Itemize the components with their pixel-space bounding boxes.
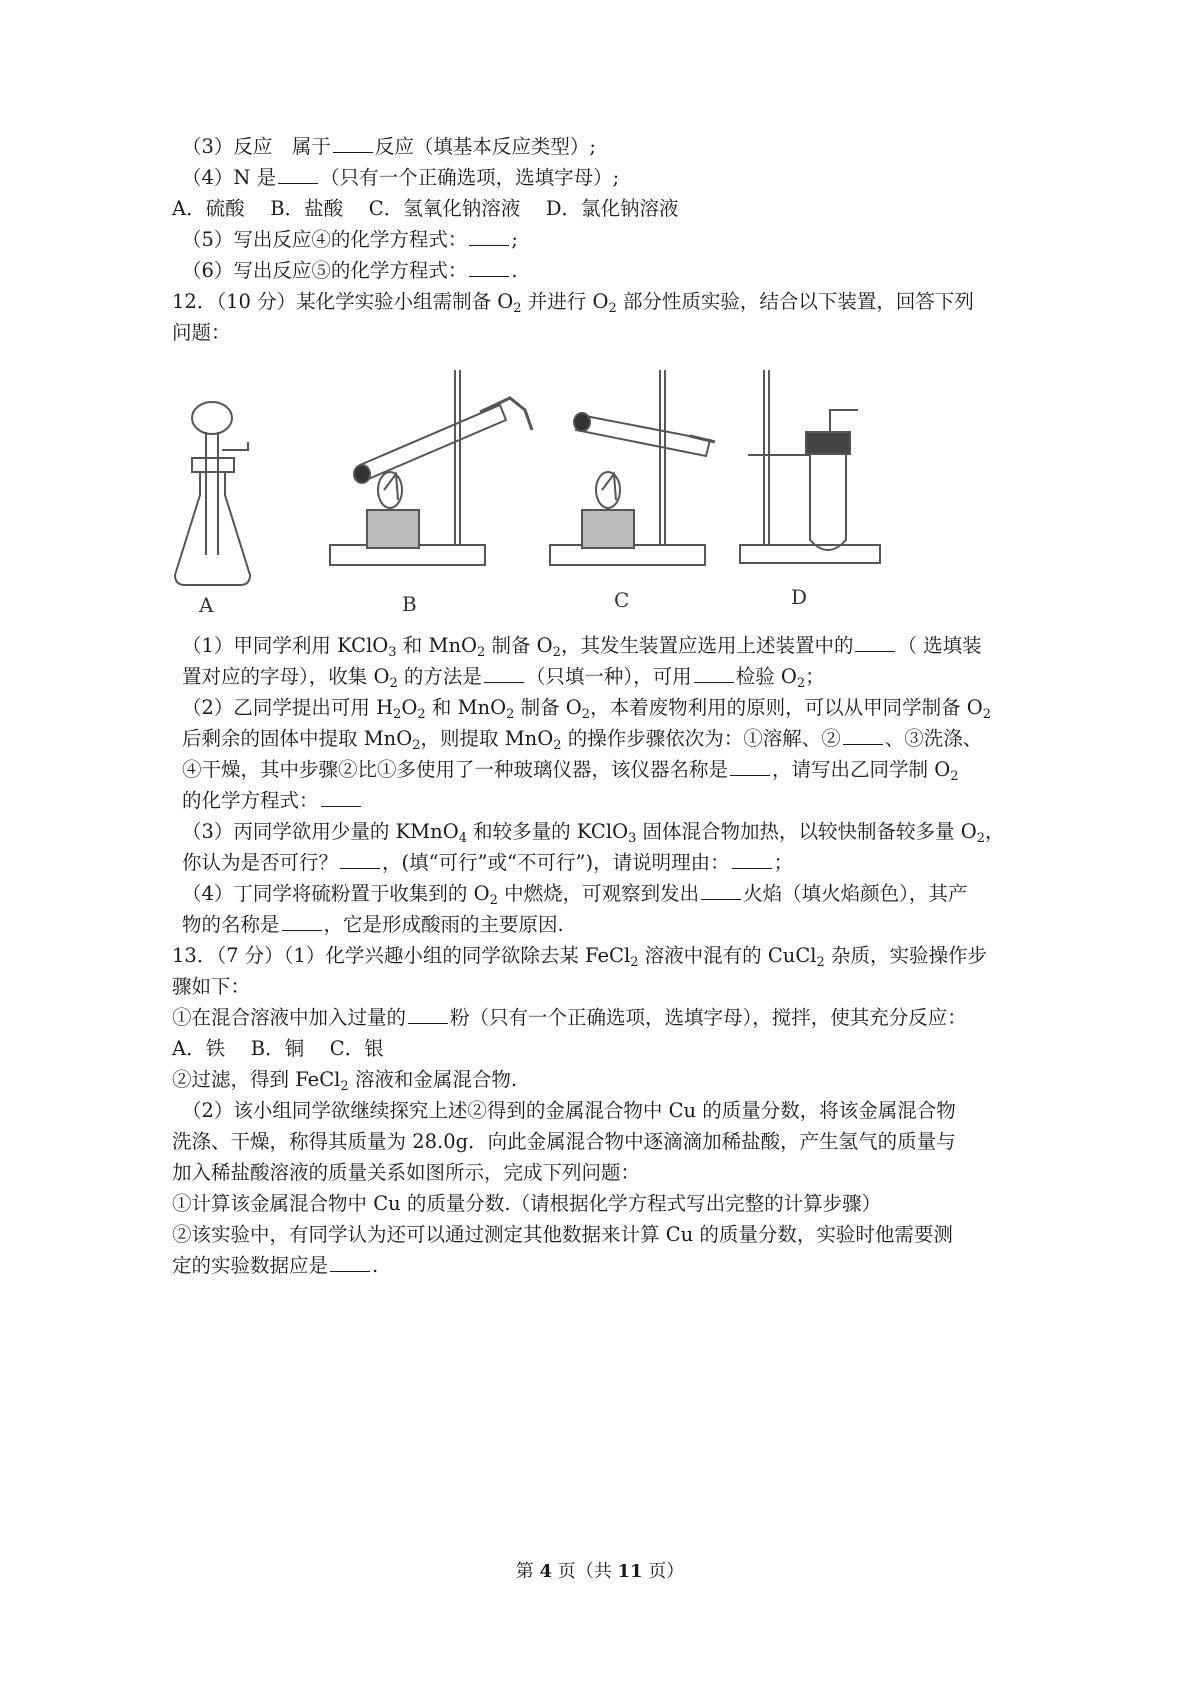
figure-label-b: B [402, 592, 417, 616]
answer-blank[interactable] [282, 912, 322, 931]
figure-label-a: A [199, 593, 214, 617]
answer-blank[interactable] [469, 227, 509, 246]
answer-blank[interactable] [469, 258, 509, 277]
text-line: 骤如下： [172, 975, 251, 998]
text-line: 置对应的字母），收集 $O_2$ 的方法是 （只填一种），可用 检验 $O_2$； [182, 665, 825, 691]
text-line: （3）反应 属于 反应（填基本反应类型）; [182, 135, 596, 158]
answer-blank[interactable] [855, 633, 895, 652]
text-line: 加入稀盐酸溶液的质量关系如图所示，完成下列问题： [172, 1161, 641, 1184]
answer-blank[interactable] [701, 881, 741, 900]
text-line: （2）乙同学提出可用 $H_2O_2$ 和 MnO$_2$ 制备 $O_2$，本着废物利用的原则，可以从甲同学制备 $O_2$ [182, 696, 992, 722]
text-line: （3）丙同学欲用少量的 KMnO$_4$ 和较多量的 KClO$_3$ 固体混合物加热，以较快制备较多量 $O_2$， [182, 820, 1005, 846]
question-12-title: 12．（10 分）某化学实验小组需制备 $O_2$ 并进行 $O_2$ 部分性质实验，结合以下装置，回答下列 [172, 290, 974, 316]
answer-blank[interactable] [333, 134, 373, 153]
text-line: （4）N 是 （只有一个正确选项，选填字母）; [182, 166, 620, 189]
answer-blank[interactable] [278, 165, 318, 184]
text-line: 洗涤、干燥，称得其质量为 28.0g．向此金属混合物中逐滴滴加稀盐酸，产生氢气的质量与 [172, 1130, 956, 1153]
answer-blank[interactable] [843, 726, 883, 745]
text-line: （4）丁同学将硫粉置于收集到的 $O_2$ 中燃烧，可观察到发出 火焰（填火焰颜色），其产 [182, 882, 968, 908]
apparatus-d-collection [740, 370, 880, 563]
apparatus-c-heating [550, 370, 715, 565]
text-line: （2）该小组同学欲继续探究上述②得到的金属混合物中 Cu 的质量分数，将该金属混合物 [182, 1099, 956, 1122]
text-line: （1）甲同学利用 KClO$_3$ 和 MnO$_2$ 制备 $O_2$，其发生装置应选用上述装置中的 （ 选填装 [182, 634, 982, 660]
text-line: （6）写出反应⑤的化学方程式： . [182, 259, 518, 282]
answer-blank[interactable] [408, 1005, 448, 1024]
text-line: ①计算该金属混合物中 Cu 的质量分数.（请根据化学方程式写出完整的计算步骤） [172, 1192, 882, 1215]
text-line: （5）写出反应④的化学方程式： ; [182, 228, 518, 251]
text-line: ②该实验中，有同学认为还可以通过测定其他数据来计算 Cu 的质量分数，实验时他需要测 [172, 1223, 953, 1246]
answer-blank[interactable] [732, 850, 772, 869]
answer-blank[interactable] [340, 850, 380, 869]
options-line: A．铁 B．铜 C．银 [172, 1037, 384, 1060]
text-line: 定的实验数据应是 . [172, 1254, 379, 1277]
answer-blank[interactable] [730, 757, 770, 776]
text-line: 问题： [172, 321, 231, 344]
answer-blank[interactable] [484, 664, 524, 683]
apparatus-b-heating [330, 370, 532, 565]
text-line: ①在混合溶液中加入过量的 粉（只有一个正确选项，选填字母），搅拌，使其充分反应： [172, 1006, 967, 1029]
page-footer: 第 4 页（共 11 页） [515, 1561, 685, 1582]
answer-blank[interactable] [321, 788, 361, 807]
apparatus-a-flask [175, 402, 250, 585]
text-line: 后剩余的固体中提取 MnO$_2$，则提取 MnO$_2$ 的操作步骤依次为：①溶解、② 、③洗涤、 [182, 727, 983, 753]
text-line: 你认为是否可行？ ，(填“可行”或“不可行”)，请说明理由： ； [182, 851, 794, 874]
figure-label-c: C [614, 588, 630, 612]
text-line: ②过滤，得到 FeCl$_2$ 溶液和金属混合物. [172, 1068, 518, 1094]
apparatus-figure [170, 370, 970, 670]
answer-blank[interactable] [330, 1253, 370, 1272]
options-line: A．硫酸 B．盐酸 C．氢氧化钠溶液 D．氯化钠溶液 [172, 197, 679, 220]
question-13-title: 13．（7 分）（1）化学兴趣小组的同学欲除去某 FeCl$_2$ 溶液中混有的 CuCl$_2$ 杂质，实验操作步 [172, 944, 987, 970]
figure-label-d: D [791, 585, 808, 609]
answer-blank[interactable] [694, 664, 734, 683]
text-line: ④干燥，其中步骤②比①多使用了一种玻璃仪器，该仪器名称是 ，请写出乙同学制 $O_2$ [182, 758, 959, 784]
text-line: 物的名称是 ，它是形成酸雨的主要原因. [182, 913, 564, 936]
text-line: 的化学方程式： [182, 785, 1032, 816]
